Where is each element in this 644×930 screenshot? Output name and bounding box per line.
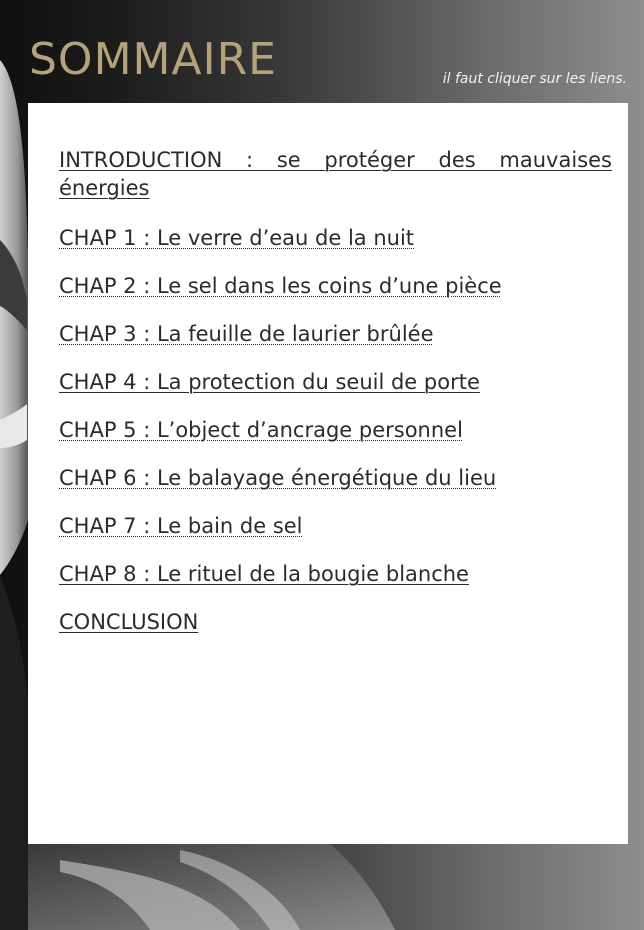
toc-item bbox=[59, 147, 612, 203]
toc-link-chap-4[interactable]: CHAP 4 : La protection du seuil de porte bbox=[59, 370, 480, 394]
toc-card bbox=[28, 103, 628, 844]
toc-item bbox=[59, 273, 612, 299]
toc-link-chap-3[interactable]: CHAP 3 : La feuille de laurier brûlée bbox=[59, 322, 434, 346]
toc-item bbox=[59, 369, 612, 395]
toc-item bbox=[59, 321, 612, 347]
toc-link-introduction[interactable]: INTRODUCTION : se protéger des mauvaises énergies bbox=[59, 148, 612, 200]
toc-link-chap-5[interactable]: CHAP 5 : L’object d’ancrage personnel bbox=[59, 418, 463, 442]
toc-link-chap-6[interactable]: CHAP 6 : Le balayage énergétique du lieu bbox=[59, 466, 497, 490]
toc-link-conclusion[interactable]: CONCLUSION bbox=[59, 610, 199, 634]
toc-item bbox=[59, 609, 612, 635]
toc-item bbox=[59, 465, 612, 491]
toc-link-chap-1[interactable]: CHAP 1 : Le verre d’eau de la nuit bbox=[59, 226, 415, 250]
toc-link-chap-8[interactable]: CHAP 8 : Le rituel de la bougie blanche bbox=[59, 562, 469, 586]
toc-item bbox=[59, 417, 612, 443]
toc-link-chap-2[interactable]: CHAP 2 : Le sel dans les coins d’une pièce bbox=[59, 274, 502, 298]
toc-item bbox=[59, 561, 612, 587]
page-title: SOMMAIRE bbox=[29, 34, 277, 85]
click-hint: il faut cliquer sur les liens. bbox=[442, 71, 627, 87]
toc-list bbox=[59, 147, 612, 657]
toc-item bbox=[59, 513, 612, 539]
toc-item bbox=[59, 225, 612, 251]
toc-link-chap-7[interactable]: CHAP 7 : Le bain de sel bbox=[59, 514, 303, 538]
